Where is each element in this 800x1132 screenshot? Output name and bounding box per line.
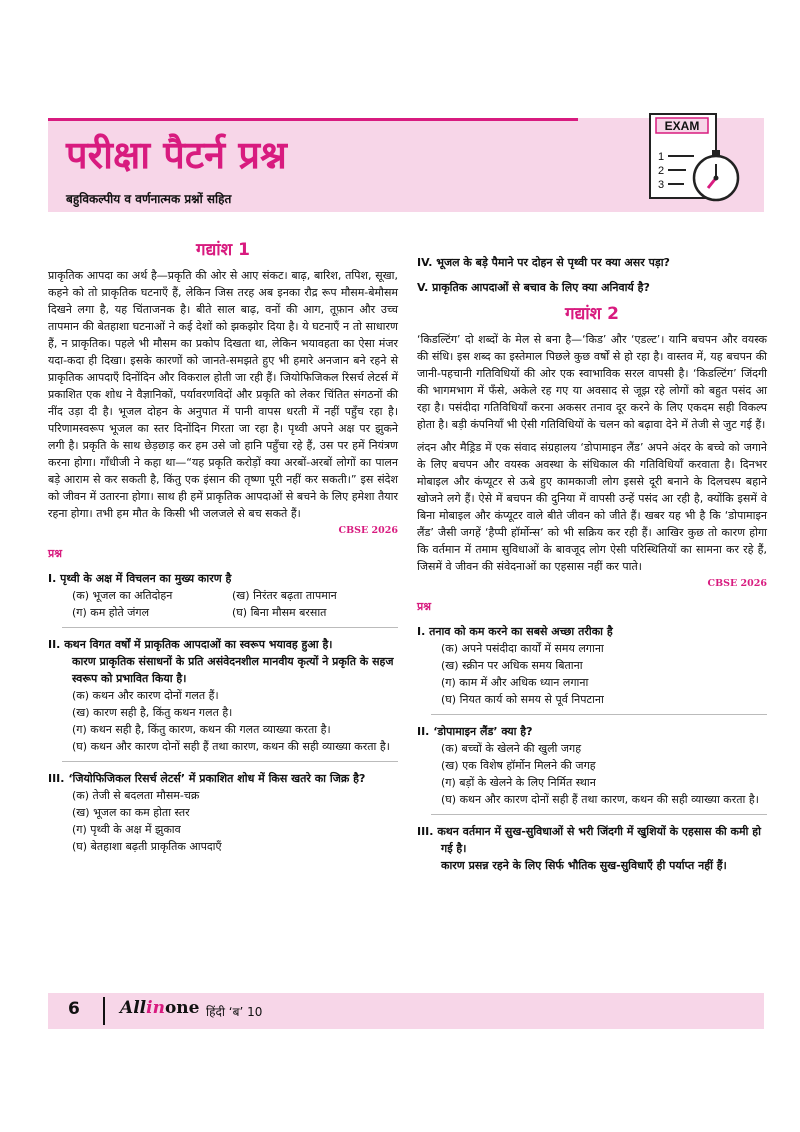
passage-1-questions-label: प्रश्न — [48, 547, 63, 560]
option-a: (क) कथन और कारण दोनों गलत हैं। — [72, 689, 219, 702]
option-b: (ख) भूजल का कम होता स्तर — [72, 806, 190, 819]
question-number: II. — [48, 638, 61, 651]
brand-logo — [120, 998, 199, 1018]
option-d: (घ) बिना मौसम बरसात — [232, 606, 327, 619]
question-text: तनाव को कम करने का सबसे अच्छा तरीका है — [429, 625, 613, 638]
options-row — [48, 604, 398, 621]
question-number: II. — [417, 725, 430, 738]
exam-label: EXAM — [664, 119, 700, 133]
passage-2-text-2: लंदन और मैड्रिड में एक संवाद संग्रहालय ‘डोपामाइन लैंड’ अपने अंदर के बच्चे को जगाने के लिए बचपन और वयस्क अवस्था के संधिकाल की गतिविधियाँ करवाता है। दिनभर मोबाइल और कंप्यूटर से ऊबे हुए कामकाजी लोग इससे दूरी बनाने के दिलचस्प बहाने खोजने लगे हैं। ऐसे में बचपन की दुनिया में वापसी उन्हें पसंद आ रही है, क्योंकि इसमें वे बिना मोबाइल और कंप्यूटर वाले बीते जीवन को जीते हैं। खबर यह भी है कि ‘डोपामाइन लैंड’ जैसी जगहें ‘हैप्पी हॉर्मोन्स’ को भी सक्रिय कर रही हैं। आखिर कुछ तो कारण होगा कि वर्तमान में तमाम सुविधाओं के बावजूद लोग ऐसी परिस्थितियों का सामना कर रहे हैं, जिसमें वे जीवन की संवेदनाओं का एहसास नहीं कर पाते। — [417, 441, 767, 573]
passage-2-source: CBSE 2026 — [707, 578, 767, 589]
question-text: ‘डोपामाइन लैंड’ क्या है? — [433, 725, 533, 738]
question-reason: कारण प्रसन्न रहने के लिए सिर्फ भौतिक सुख-सुविधाएँ ही पर्याप्त नहीं हैं। — [441, 859, 727, 872]
passage-1-text: प्राकृतिक आपदा का अर्थ है—प्रकृति की ओर से आए संकट। बाढ़, बारिश, तपिश, सूखा, कहने को तो प्राकृतिक घटनाएँ हैं, लेकिन जिस तरह अब इनका रौद्र रूप मौसम-बेमौसम दिखने लगा है, यह चिंताजनक है। बीते साल बाढ़, वनों की आग, तूफ़ान और उच्च तापमान की बेतहाशा घटनाओं ने कई देशों को झकझोर दिया है। ये घटनाएँ न तो साधारण हैं, न प्राकृतिक। पहले भी मौसम का प्रकोप दिखता था, लेकिन भयावहता का ऐसा मंजर यदा-कदा ही दिखा। इसके कारणों को जानते-समझते हुए भी हमारे अनजान बने रहने से प्राकृतिक आपदाएँ दिनोंदिन और विकराल होती जा रही हैं। जियोफिजिकल रिसर्च लेटर्स में प्रकाशित एक शोध ने वैज्ञानिकों, पर्यावरणविदों और प्रकृति को लेकर चिंतित संगठनों की नींद उड़ा दी है। भूजल दोहन के अनुपात में पानी वापस धरती में नहीं पहुँच रहा है। परिणामस्वरूप भूजल का स्तर दिनोंदिन गिरता जा रहा है। पृथ्वी अपने अक्ष पर झुकने लगी है। प्रकृति के साथ छेड़छाड़ कर हम उसे जो हानि पहुँचा रहे हैं, उस पर हमें नियंत्रण करना होगा। गाँधीजी ने कहा था—“यह प्रकृति करोड़ों क्या अरबों-अरबों लोगों का पालन बड़े आराम से कर सकती है, किंतु एक इंसान की तृष्णा पूरी नहीं कर सकती।” इस संदेश को जीवन में उतारना होगा। साथ ही हमें प्राकृतिक आपदाओं से बचने के लिए हमेशा तैयार रहना होगा। तभी हम मौत के किसी भी जलजले से बच सकते हैं। — [48, 269, 398, 520]
question-number: V. — [417, 281, 429, 294]
option-a: (क) तेजी से बदलता मौसम-चक्र — [72, 789, 200, 802]
question-text: भूजल के बड़े पैमाने पर दोहन से पृथ्वी पर क्या असर पड़ा? — [436, 256, 670, 269]
page-number: 6 — [68, 999, 80, 1019]
question-number: I. — [417, 625, 426, 638]
book-title: हिंदी ‘ब’ 10 — [206, 1005, 263, 1019]
question-2 — [417, 723, 767, 740]
question-text: पृथ्वी के अक्ष में विचलन का मुख्य कारण है — [60, 572, 232, 585]
option-b: (ख) स्क्रीन पर अधिक समय बिताना — [441, 659, 583, 672]
option-d: (घ) नियत कार्य को समय से पूर्व निपटाना — [441, 693, 604, 706]
icon-number-1: 1 — [658, 151, 665, 163]
option-c: (ग) कथन सही है, किंतु कारण, कथन की गलत व्याख्या करता है। — [72, 723, 331, 736]
option-d: (घ) कथन और कारण दोनों सही हैं तथा कारण, कथन की सही व्याख्या करता है। — [72, 740, 390, 753]
question-3 — [48, 770, 398, 787]
option-c: (ग) काम में और अधिक ध्यान लगाना — [441, 676, 589, 689]
brand-one: one — [164, 998, 200, 1018]
icon-number-2: 2 — [658, 165, 665, 177]
option-d: (घ) बेतहाशा बढ़ती प्राकृतिक आपदाएँ — [72, 840, 222, 853]
options-row — [48, 587, 398, 604]
question-1 — [417, 623, 767, 640]
option-b: (ख) कारण सही है, किंतु कथन गलत है। — [72, 706, 233, 719]
header-accent-line — [48, 118, 578, 121]
divider — [62, 627, 398, 628]
brand-all: All — [120, 998, 147, 1018]
question-number: III. — [417, 825, 434, 838]
question-number: IV. — [417, 256, 433, 269]
question-text: कथन विगत वर्षों में प्राकृतिक आपदाओं का स्वरूप भयावह हुआ है। — [64, 638, 333, 651]
question-text: ‘जियोफिजिकल रिसर्च लेटर्स’ में प्रकाशित शोध में किस खतरे का जिक्र है? — [68, 772, 366, 785]
left-column — [48, 232, 398, 855]
question-2 — [48, 636, 398, 653]
option-a: (क) बच्चों के खेलने की खुली जगह — [441, 742, 582, 755]
question-number: III. — [48, 772, 65, 785]
option-c: (ग) कम होते जंगल — [72, 606, 150, 619]
passage-2-questions-label: प्रश्न — [417, 600, 432, 613]
divider — [62, 761, 398, 762]
brand-in: in — [146, 998, 165, 1018]
exam-clipboard-icon — [636, 108, 746, 212]
question-number: I. — [48, 572, 57, 585]
option-b: (ख) निरंतर बढ़ता तापमान — [232, 589, 337, 602]
right-column — [417, 232, 767, 874]
question-1 — [48, 570, 398, 587]
page-subtitle: बहुविकल्पीय व वर्णनात्मक प्रश्नों सहित — [66, 192, 232, 206]
option-b: (ख) एक विशेष हॉर्मोन मिलने की जगह — [441, 759, 596, 772]
icon-number-3: 3 — [658, 179, 665, 191]
page-title: परीक्षा पैटर्न प्रश्न — [66, 133, 287, 177]
question-3 — [417, 823, 767, 857]
question-text: कथन वर्तमान में सुख-सुविधाओं से भरी जिंदगी में खुशियों के एहसास की कमी हो गई है। — [437, 825, 761, 855]
passage-2-text-1: ‘किडल्टिंग’ दो शब्दों के मेल से बना है—‘किड’ और ‘एडल्ट’। यानि बचपन और वयस्क की संधि। इस शब्द का इस्तेमाल पिछले कुछ वर्षों से हो रहा है। वास्तव में, यह बचपन की जानी-पहचानी गतिविधियों की ओर एक स्वाभाविक सरल वापसी है। ‘किडल्टिंग’ जिंदगी की भागमभाग में फँसे, अकेले रह गए या अवसाद से जूझ रहे लोगों को बहुत पसंद आ रहा है। पसंदीदा गतिविधियाँ करना अकसर तनाव दूर करने के लिए एकदम सही विकल्प होता है। बड़ी कंपनियाँ भी ऐसी गतिविधियों के चलन को बढ़ावा देने में तेजी से जुट गई हैं। — [417, 333, 767, 431]
question-text: प्राकृतिक आपदाओं से बचाव के लिए क्या अनिवार्य है? — [432, 281, 650, 294]
option-a: (क) भूजल का अतिदोहन — [72, 589, 173, 602]
passage-1-heading: गद्यांश 1 — [196, 240, 250, 260]
option-d: (घ) कथन और कारण दोनों सही हैं तथा कारण, कथन की सही व्याख्या करता है। — [441, 793, 759, 806]
passage-1-source: CBSE 2026 — [338, 525, 398, 536]
footer-divider — [103, 997, 105, 1025]
question-4 — [417, 254, 767, 271]
passage-2-heading: गद्यांश 2 — [565, 304, 619, 324]
divider — [431, 714, 767, 715]
divider — [431, 814, 767, 815]
option-c: (ग) बड़ों के खेलने के लिए निर्मित स्थान — [441, 776, 596, 789]
question-reason: कारण प्राकृतिक संसाधनों के प्रति असंवेदनशील मानवीय कृत्यों ने प्रकृति के सहज स्वरूप को प्रभावित किया है। — [72, 655, 394, 685]
option-a: (क) अपने पसंदीदा कार्यों में समय लगाना — [441, 642, 604, 655]
option-c: (ग) पृथ्वी के अक्ष में झुकाव — [72, 823, 181, 836]
question-5 — [417, 279, 767, 296]
